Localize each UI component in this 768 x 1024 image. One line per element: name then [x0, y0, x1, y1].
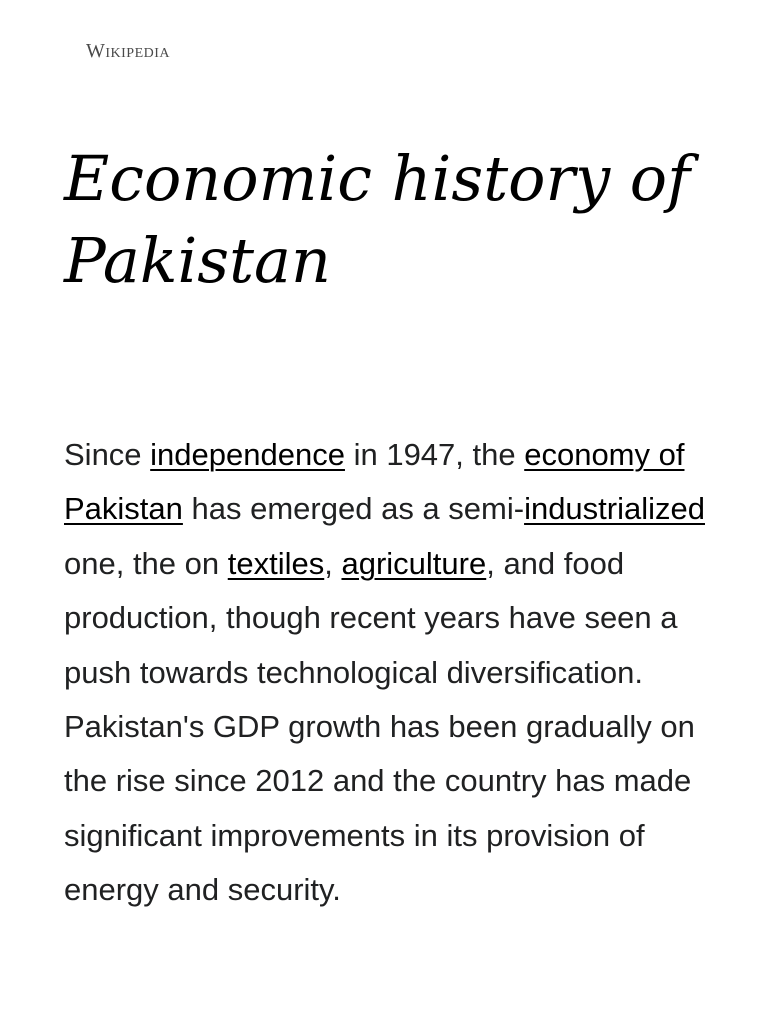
paragraph-text: Since [64, 437, 151, 472]
paragraph-text: in 1947, the [344, 437, 525, 472]
textiles-link[interactable]: textiles [227, 545, 325, 581]
paragraph-text: , [324, 545, 342, 581]
page-title-line-2: Pakistan [64, 224, 331, 297]
agriculture-link[interactable]: agriculture [341, 545, 487, 581]
economy-of-pakistan-link[interactable]: economy of Pakistan [64, 437, 685, 527]
paragraph-text: one, the on [64, 545, 228, 581]
paragraph-text: , and food production, though recent years have seen a push towards technological diversification. Pakistan's GDP growth has been gradually on the rise since 2012 and the country has made significant improvements in its provision of energy and security. [64, 545, 695, 908]
independence-link[interactable]: independence [150, 437, 345, 472]
article-paragraph [64, 428, 714, 918]
industrialized-link[interactable]: industrialized [524, 491, 705, 527]
paragraph-text: has emerged as a semi- [182, 491, 525, 527]
page-title [64, 138, 754, 302]
page-title-line-1: Economic history of [64, 142, 691, 215]
site-header [86, 38, 170, 68]
wikipedia-wordmark[interactable]: Wikipedia [86, 40, 171, 62]
